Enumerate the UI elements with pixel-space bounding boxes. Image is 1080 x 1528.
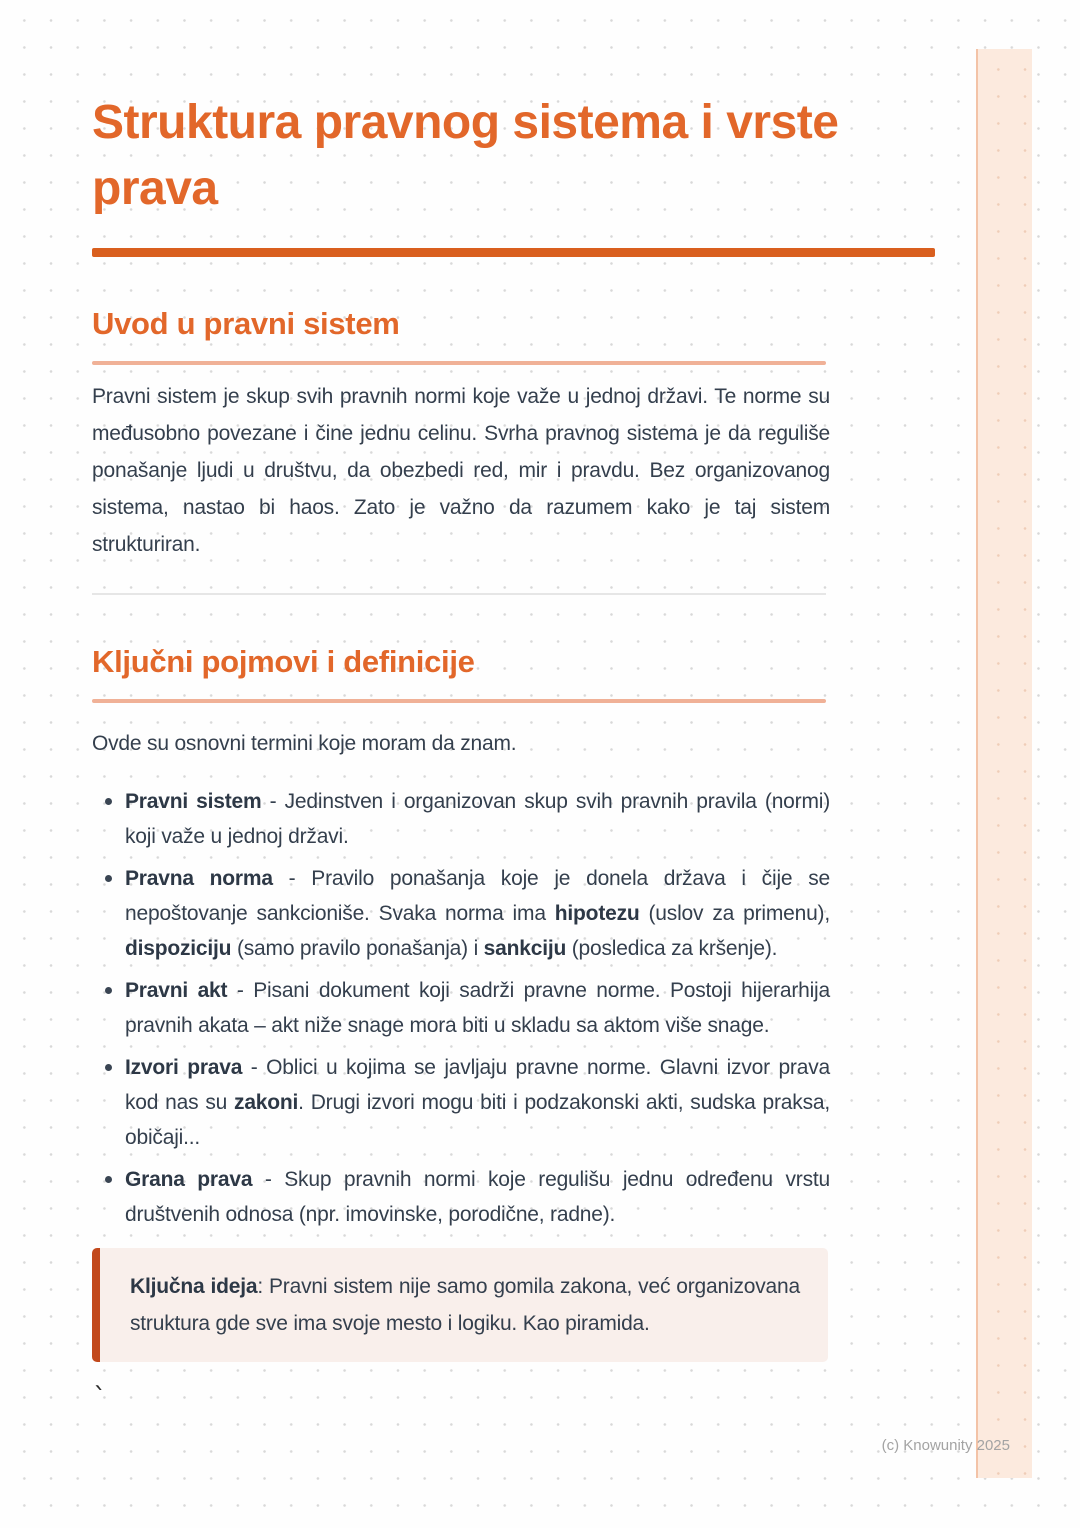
key-idea-callout	[92, 1248, 828, 1362]
document-content	[92, 0, 935, 1413]
key-idea-text	[130, 1268, 800, 1342]
term-list-item: Izvori prava - Oblici u kojima se javljaju pravne norme. Glavni izvor prava kod nas su zakoni. Drugi izvori mogu biti i podzakonski akti, sudska praksa, običaji...	[92, 1050, 830, 1155]
page-title: Struktura pravnog sistema i vrste prava	[92, 96, 839, 215]
footer-credit: (c) Knowunity 2025	[881, 1437, 1010, 1454]
section-paragraph: Pravni sistem je skup svih pravnih normi koje važe u jednoj državi. Te norme su međusobno povezane i čine jednu celinu. Svrha pravnog sistema je da reguliše ponašanje ljudi u društvu, da obezbedi red, mir i pravdu. Bez organizovanog sistema, nastao bi haos. Zato je važno da razumem kako je taj sistem strukturiran.	[92, 385, 830, 556]
term-list	[92, 784, 830, 1232]
term-list-item: Pravni akt - Pisani dokument koji sadrži pravne norme. Postoji hijerarhija pravnih akata – akt niže snage mora biti u skladu sa aktom više snage.	[92, 973, 830, 1043]
page-margin-strip	[976, 49, 1032, 1478]
key-idea-body: : Pravni sistem nije samo gomila zakona, već organizovana struktura gde sve ima svoje mesto i logiku. Kao piramida.	[130, 1275, 800, 1335]
stray-backtick-mark: `	[92, 1383, 108, 1413]
section-rule	[92, 699, 826, 703]
section-heading-uvod: Uvod u pravni sistem	[92, 306, 400, 341]
section-rule	[92, 361, 826, 365]
section-intro: Ovde su osnovni termini koje moram da znam.	[92, 732, 517, 755]
term-list-item: Pravna norma - Pravilo ponašanja koje je donela država i čije se nepoštovanje sankcioniše. Svaka norma ima hipotezu (uslov za primenu), dispoziciju (samo pravilo ponašanja) i sankciju (posledica za kršenje).	[92, 861, 830, 966]
term-list-item: Grana prava - Skup pravnih normi koje regulišu jednu određenu vrstu društvenih odnosa (npr. imovinske, porodične, radne).	[92, 1162, 830, 1232]
title-rule	[92, 248, 935, 257]
section-divider	[92, 593, 826, 595]
term-list-item: Pravni sistem - Jedinstven i organizovan skup svih pravnih pravila (normi) koji važe u jednoj državi.	[92, 784, 830, 854]
section-heading-pojmovi: Ključni pojmovi i definicije	[92, 644, 475, 679]
key-idea-label: Ključna ideja	[130, 1275, 258, 1298]
